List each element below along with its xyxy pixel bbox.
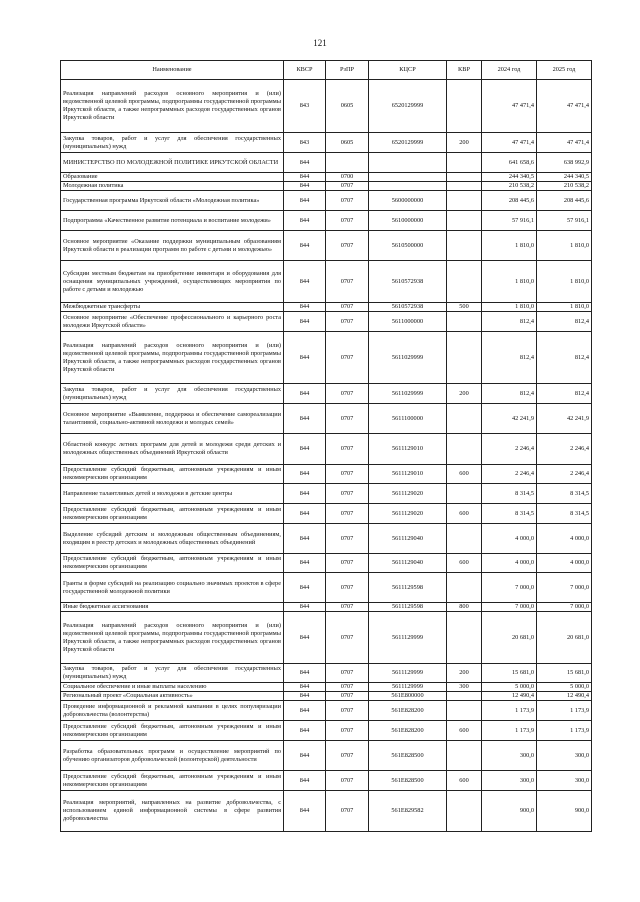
row-rzpr: 0707: [326, 182, 369, 191]
row-rzpr: 0707: [326, 664, 369, 683]
row-rzpr: 0605: [326, 133, 369, 153]
row-rzpr: 0707: [326, 683, 369, 692]
row-kcsr: 5611100000: [369, 404, 447, 434]
row-kvsr: 844: [284, 465, 326, 484]
table-row: [61, 303, 592, 312]
row-amount-2025: 900,0: [537, 791, 592, 832]
row-amount-2024: 208 445,6: [482, 191, 537, 211]
col-header-rzpr: РзПР: [326, 61, 369, 80]
row-kcsr: 5611129598: [369, 573, 447, 603]
row-name: Предоставление субсидий бюджетным, автономным учреждениям и иным некоммерческим организациям: [61, 504, 284, 524]
row-rzpr: 0707: [326, 612, 369, 664]
row-kvr: 500: [447, 303, 482, 312]
row-amount-2025: 812,4: [537, 312, 592, 332]
row-amount-2025: 57 916,1: [537, 211, 592, 231]
col-header-2024: 2024 год: [482, 61, 537, 80]
row-amount-2024: 7 000,0: [482, 603, 537, 612]
col-header-kvr: КВР: [447, 61, 482, 80]
row-kvr: [447, 434, 482, 465]
row-rzpr: 0707: [326, 384, 369, 404]
row-kvr: [447, 191, 482, 211]
table-row: [61, 191, 592, 211]
row-kvsr: 844: [284, 554, 326, 573]
row-amount-2025: 1 810,0: [537, 261, 592, 303]
table-row: [61, 80, 592, 133]
row-amount-2024: 300,0: [482, 741, 537, 771]
row-kvr: [447, 484, 482, 504]
row-rzpr: 0700: [326, 173, 369, 182]
table-row: [61, 741, 592, 771]
row-name: Подпрограмма «Качественное развитие потенциала и воспитание молодежи»: [61, 211, 284, 231]
row-amount-2025: 812,4: [537, 332, 592, 384]
row-name: Молодежная политика: [61, 182, 284, 191]
row-name: Закупка товаров, работ и услуг для обеспечения государственных (муниципальных) нужд: [61, 384, 284, 404]
row-amount-2024: 244 340,5: [482, 173, 537, 182]
row-kvr: [447, 312, 482, 332]
table-row: [61, 554, 592, 573]
row-kcsr: 5611029999: [369, 332, 447, 384]
row-name: Закупка товаров, работ и услуг для обеспечения государственных (муниципальных) нужд: [61, 133, 284, 153]
row-kvr: [447, 524, 482, 554]
row-amount-2024: 47 471,4: [482, 80, 537, 133]
row-amount-2025: 2 246,4: [537, 465, 592, 484]
row-kvr: [447, 80, 482, 133]
row-amount-2025: 7 000,0: [537, 573, 592, 603]
row-kvsr: 844: [284, 404, 326, 434]
row-kvsr: 844: [284, 771, 326, 791]
row-amount-2024: 20 681,0: [482, 612, 537, 664]
row-kcsr: 561E828500: [369, 741, 447, 771]
row-amount-2024: 7 000,0: [482, 573, 537, 603]
row-kvsr: 844: [284, 504, 326, 524]
row-amount-2025: 1 173,9: [537, 721, 592, 741]
row-kcsr: 561E800000: [369, 692, 447, 701]
table-row: [61, 484, 592, 504]
row-amount-2024: 1 810,0: [482, 261, 537, 303]
row-name: Государственная программа Иркутской области «Молодежная политика»: [61, 191, 284, 211]
row-rzpr: 0707: [326, 191, 369, 211]
row-rzpr: 0707: [326, 701, 369, 721]
row-kvsr: 844: [284, 231, 326, 261]
row-kvr: 200: [447, 664, 482, 683]
row-kvr: [447, 231, 482, 261]
table-row: [61, 312, 592, 332]
row-amount-2024: 5 000,0: [482, 683, 537, 692]
row-name: Основное мероприятие «Оказание поддержки муниципальным образованиям Иркутской области в реализации программ по работе с детьми и молодежью»: [61, 231, 284, 261]
row-amount-2024: 1 810,0: [482, 231, 537, 261]
row-amount-2024: 8 314,5: [482, 484, 537, 504]
row-rzpr: 0707: [326, 303, 369, 312]
row-rzpr: [326, 153, 369, 173]
col-header-kvsr: КВСР: [284, 61, 326, 80]
row-name: МИНИСТЕРСТВО ПО МОЛОДЕЖНОЙ ПОЛИТИКЕ ИРКУТСКОЙ ОБЛАСТИ: [61, 153, 284, 173]
row-kvr: [447, 791, 482, 832]
row-amount-2024: 1 173,9: [482, 701, 537, 721]
table-row: [61, 683, 592, 692]
row-amount-2025: 1 810,0: [537, 231, 592, 261]
row-rzpr: 0707: [326, 741, 369, 771]
row-amount-2024: 1 810,0: [482, 303, 537, 312]
row-kvr: 200: [447, 384, 482, 404]
table-row: [61, 465, 592, 484]
row-name: Основное мероприятие «Выявление, поддержка и обеспечение самореализации талантливой, социально-активной молодежи и молодых семей»: [61, 404, 284, 434]
row-amount-2024: 812,4: [482, 332, 537, 384]
row-kcsr: 561E828500: [369, 771, 447, 791]
row-kvr: [447, 573, 482, 603]
row-amount-2025: 210 538,2: [537, 182, 592, 191]
row-kcsr: 5611129010: [369, 465, 447, 484]
row-kcsr: 561E829582: [369, 791, 447, 832]
row-kcsr: 5611129020: [369, 504, 447, 524]
row-rzpr: 0707: [326, 465, 369, 484]
table-row: [61, 404, 592, 434]
row-kvr: [447, 612, 482, 664]
col-header-kcsr: КЦСР: [369, 61, 447, 80]
row-kvsr: 843: [284, 133, 326, 153]
col-header-2025: 2025 год: [537, 61, 592, 80]
row-kcsr: 5611129010: [369, 434, 447, 465]
row-name: Предоставление субсидий бюджетным, автономным учреждениям и иным некоммерческим организациям: [61, 721, 284, 741]
table-row: [61, 771, 592, 791]
row-amount-2025: 20 681,0: [537, 612, 592, 664]
row-amount-2024: 57 916,1: [482, 211, 537, 231]
row-kvr: 200: [447, 133, 482, 153]
row-kvsr: 844: [284, 791, 326, 832]
row-kvsr: 844: [284, 332, 326, 384]
row-amount-2024: 1 173,9: [482, 721, 537, 741]
row-kvsr: 844: [284, 701, 326, 721]
row-name: Направление талантливых детей и молодежи в детские центры: [61, 484, 284, 504]
budget-table: [60, 60, 592, 832]
row-amount-2025: 7 000,0: [537, 603, 592, 612]
row-kvsr: 844: [284, 384, 326, 404]
row-kvsr: 844: [284, 211, 326, 231]
table-row: [61, 692, 592, 701]
row-kcsr: 5611129999: [369, 683, 447, 692]
row-kcsr: 5611129999: [369, 664, 447, 683]
row-amount-2024: 210 538,2: [482, 182, 537, 191]
row-rzpr: 0707: [326, 554, 369, 573]
row-kcsr: 6520129999: [369, 80, 447, 133]
row-kvsr: 844: [284, 721, 326, 741]
row-rzpr: 0707: [326, 603, 369, 612]
row-rzpr: 0605: [326, 80, 369, 133]
row-rzpr: 0707: [326, 261, 369, 303]
row-amount-2025: 300,0: [537, 741, 592, 771]
row-name: Образование: [61, 173, 284, 182]
table-row: [61, 524, 592, 554]
table-row: [61, 153, 592, 173]
row-kvr: [447, 153, 482, 173]
row-kvsr: 844: [284, 484, 326, 504]
row-amount-2024: 42 241,9: [482, 404, 537, 434]
row-amount-2024: 4 000,0: [482, 524, 537, 554]
page-number: 121: [313, 38, 327, 48]
row-kcsr: [369, 182, 447, 191]
row-name: Реализация направлений расходов основного мероприятия и (или) ведомственной целевой программы, подпрограммы государственной программы Иркутской области, а также непрограммных расходов государственных органов Иркутской области: [61, 80, 284, 133]
row-rzpr: 0707: [326, 504, 369, 524]
row-amount-2024: 2 246,4: [482, 434, 537, 465]
table-header-row: [61, 61, 592, 80]
row-name: Реализация направлений расходов основного мероприятия и (или) ведомственной целевой программы, подпрограммы государственной программы Иркутской области, а также непрограммных расходов государственных органов Иркутской области: [61, 612, 284, 664]
row-rzpr: 0707: [326, 231, 369, 261]
row-kcsr: 5611129040: [369, 554, 447, 573]
row-kcsr: 5611129999: [369, 612, 447, 664]
table-row: [61, 211, 592, 231]
row-amount-2025: 12 490,4: [537, 692, 592, 701]
row-name: Иные бюджетные ассигнования: [61, 603, 284, 612]
row-rzpr: 0707: [326, 312, 369, 332]
row-kvr: [447, 741, 482, 771]
row-amount-2024: 900,0: [482, 791, 537, 832]
row-amount-2024: 812,4: [482, 384, 537, 404]
table-row: [61, 173, 592, 182]
row-kvr: 300: [447, 683, 482, 692]
table-row: [61, 434, 592, 465]
row-name: Выделение субсидий детским и молодежным общественным объединениям, входящим в реестр детских и молодежных общественных объединений: [61, 524, 284, 554]
row-kvr: [447, 261, 482, 303]
row-kcsr: 5610000000: [369, 211, 447, 231]
row-kvsr: 844: [284, 664, 326, 683]
row-amount-2025: 208 445,6: [537, 191, 592, 211]
row-amount-2025: 15 681,0: [537, 664, 592, 683]
row-amount-2025: 42 241,9: [537, 404, 592, 434]
row-kvr: [447, 173, 482, 182]
row-name: Закупка товаров, работ и услуг для обеспечения государственных (муниципальных) нужд: [61, 664, 284, 683]
row-kvr: 600: [447, 554, 482, 573]
row-kvr: [447, 701, 482, 721]
row-name: Гранты в форме субсидий на реализацию социально значимых проектов в сфере государственной молодежной политики: [61, 573, 284, 603]
row-amount-2024: 8 314,5: [482, 504, 537, 524]
row-rzpr: 0707: [326, 404, 369, 434]
row-amount-2025: 812,4: [537, 384, 592, 404]
row-amount-2025: 4 000,0: [537, 554, 592, 573]
row-kvsr: 844: [284, 612, 326, 664]
row-kcsr: 6520129999: [369, 133, 447, 153]
row-amount-2024: 641 658,6: [482, 153, 537, 173]
row-name: Социальное обеспечение и иные выплаты населению: [61, 683, 284, 692]
row-kvsr: 844: [284, 182, 326, 191]
row-kcsr: [369, 153, 447, 173]
row-amount-2025: 47 471,4: [537, 80, 592, 133]
row-kcsr: 5600000000: [369, 191, 447, 211]
table-row: [61, 504, 592, 524]
row-rzpr: 0707: [326, 524, 369, 554]
row-rzpr: 0707: [326, 484, 369, 504]
row-rzpr: 0707: [326, 721, 369, 741]
row-name: Областной конкурс летних программ для детей и молодежи среди детских и молодежных общественных объединений Иркутской области: [61, 434, 284, 465]
row-name: Предоставление субсидий бюджетным, автономным учреждениям и иным некоммерческим организациям: [61, 554, 284, 573]
row-kcsr: 5610500000: [369, 231, 447, 261]
row-amount-2024: 2 246,4: [482, 465, 537, 484]
row-rzpr: 0707: [326, 692, 369, 701]
table-row: [61, 231, 592, 261]
row-amount-2025: 300,0: [537, 771, 592, 791]
row-amount-2025: 4 000,0: [537, 524, 592, 554]
row-kcsr: [369, 173, 447, 182]
table-row: [61, 261, 592, 303]
row-amount-2025: 244 340,5: [537, 173, 592, 182]
table-row: [61, 664, 592, 683]
row-name: Субсидии местным бюджетам на приобретение инвентаря и оборудования для оснащения муниципальных учреждений, осуществляющих мероприятия по работе с детьми и молодежью: [61, 261, 284, 303]
row-amount-2025: 1 173,9: [537, 701, 592, 721]
row-kvr: [447, 182, 482, 191]
table-row: [61, 182, 592, 191]
row-kcsr: 5610572938: [369, 303, 447, 312]
row-kcsr: 5611129040: [369, 524, 447, 554]
row-kcsr: 5611129598: [369, 603, 447, 612]
table-row: [61, 612, 592, 664]
row-kvsr: 844: [284, 524, 326, 554]
row-kvr: [447, 211, 482, 231]
row-amount-2024: 300,0: [482, 771, 537, 791]
row-kcsr: 561E828200: [369, 721, 447, 741]
row-kvsr: 844: [284, 173, 326, 182]
table-row: [61, 573, 592, 603]
row-amount-2025: 2 246,4: [537, 434, 592, 465]
row-name: Основное мероприятие «Обеспечение профессионального и карьерного роста молодежи Иркутской области»: [61, 312, 284, 332]
row-name: Проведение информационной и рекламной кампании в целях популяризации добровольчества (волонтерства): [61, 701, 284, 721]
row-rzpr: 0707: [326, 434, 369, 465]
row-kvr: 600: [447, 504, 482, 524]
row-amount-2025: 8 314,5: [537, 484, 592, 504]
row-kvsr: 844: [284, 603, 326, 612]
row-amount-2024: 812,4: [482, 312, 537, 332]
row-kvr: 800: [447, 603, 482, 612]
table-row: [61, 384, 592, 404]
table-row: [61, 791, 592, 832]
row-name: Предоставление субсидий бюджетным, автономным учреждениям и иным некоммерческим организациям: [61, 465, 284, 484]
row-name: Предоставление субсидий бюджетным, автономным учреждениям и иным некоммерческим организациям: [61, 771, 284, 791]
row-kvsr: 844: [284, 261, 326, 303]
table-body: [61, 80, 592, 832]
row-amount-2025: 8 314,5: [537, 504, 592, 524]
row-kcsr: 5611000000: [369, 312, 447, 332]
row-kvr: 600: [447, 721, 482, 741]
row-kvsr: 844: [284, 434, 326, 465]
row-amount-2025: 5 000,0: [537, 683, 592, 692]
row-kvsr: 844: [284, 692, 326, 701]
row-rzpr: 0707: [326, 211, 369, 231]
row-rzpr: 0707: [326, 791, 369, 832]
row-kvr: 600: [447, 771, 482, 791]
col-header-name: Наименование: [61, 61, 284, 80]
row-kvr: [447, 692, 482, 701]
row-kvr: 600: [447, 465, 482, 484]
row-rzpr: 0707: [326, 573, 369, 603]
row-kvr: [447, 332, 482, 384]
row-kcsr: 5611129020: [369, 484, 447, 504]
table-row: [61, 701, 592, 721]
row-rzpr: 0707: [326, 771, 369, 791]
row-kvr: [447, 404, 482, 434]
row-amount-2025: 47 471,4: [537, 133, 592, 153]
row-kvsr: 844: [284, 303, 326, 312]
row-kvsr: 843: [284, 80, 326, 133]
row-amount-2025: 638 992,9: [537, 153, 592, 173]
row-kvsr: 844: [284, 312, 326, 332]
row-amount-2024: 15 681,0: [482, 664, 537, 683]
row-amount-2024: 4 000,0: [482, 554, 537, 573]
row-kcsr: 5610572938: [369, 261, 447, 303]
row-name: Реализация направлений расходов основного мероприятия и (или) ведомственной целевой программы, подпрограммы государственной программы Иркутской области, а также непрограммных расходов государственных органов Иркутской области: [61, 332, 284, 384]
row-kcsr: 561E828200: [369, 701, 447, 721]
table-row: [61, 133, 592, 153]
row-kcsr: 5611029999: [369, 384, 447, 404]
row-kvsr: 844: [284, 741, 326, 771]
row-name: Региональный проект «Социальная активность»: [61, 692, 284, 701]
row-amount-2024: 12 490,4: [482, 692, 537, 701]
row-name: Межбюджетные трансферты: [61, 303, 284, 312]
row-rzpr: 0707: [326, 332, 369, 384]
row-amount-2024: 47 471,4: [482, 133, 537, 153]
row-amount-2025: 1 810,0: [537, 303, 592, 312]
table-row: [61, 721, 592, 741]
row-kvsr: 844: [284, 153, 326, 173]
row-name: Разработка образовательных программ и осуществление мероприятий по обучению организаторов добровольческой (волонтерской) деятельности: [61, 741, 284, 771]
row-kvsr: 844: [284, 683, 326, 692]
row-kvsr: 844: [284, 191, 326, 211]
row-kvsr: 844: [284, 573, 326, 603]
table-row: [61, 332, 592, 384]
table-row: [61, 603, 592, 612]
row-name: Реализация мероприятий, направленных на развитие добровольчества, с использованием единой информационной системы в сфере развития добровольчества: [61, 791, 284, 832]
